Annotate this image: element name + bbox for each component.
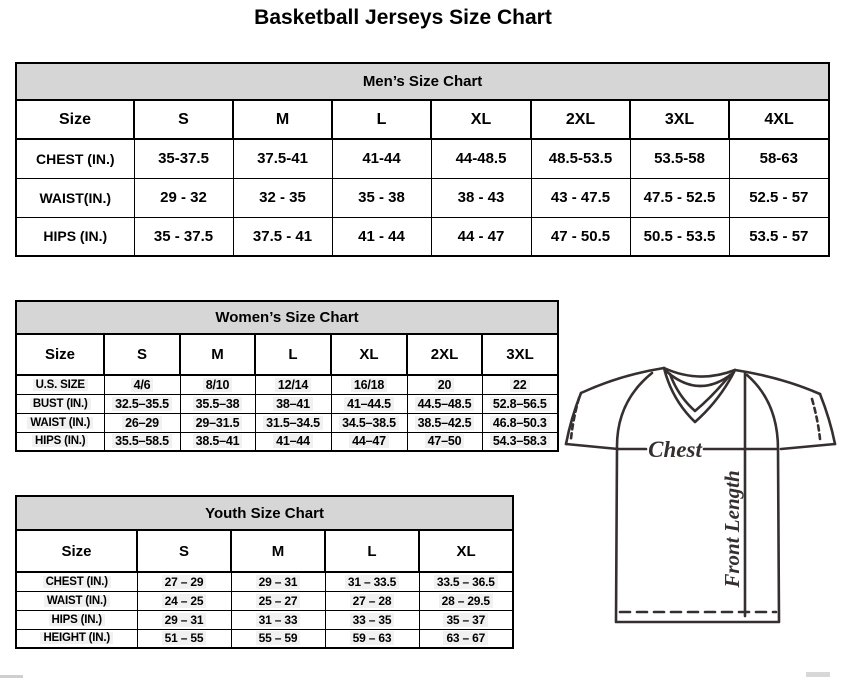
measurement-value-cell bbox=[180, 394, 255, 413]
cell-text: 55 – 59 bbox=[256, 631, 301, 645]
size-header-label: Size bbox=[16, 334, 104, 375]
page-title: Basketball Jerseys Size Chart bbox=[254, 6, 552, 29]
measurement-value-cell: 35 - 38 bbox=[332, 178, 431, 217]
measurement-value-cell bbox=[331, 375, 407, 394]
right-armhole-seam bbox=[747, 375, 778, 449]
size-column-header: 2XL bbox=[407, 334, 482, 375]
cell-text: 44–47 bbox=[349, 434, 389, 448]
mens-size-chart-table bbox=[15, 62, 830, 257]
measurement-value-cell bbox=[419, 629, 513, 648]
cell-text: 41–44 bbox=[273, 434, 313, 448]
cell-text: 47–50 bbox=[425, 434, 465, 448]
measurement-value-cell: 35-37.5 bbox=[134, 139, 233, 178]
youth-measurement-row bbox=[16, 591, 513, 610]
measurement-value-cell bbox=[104, 394, 180, 413]
measurement-value-cell: 44-48.5 bbox=[431, 139, 531, 178]
cell-text: 59 – 63 bbox=[350, 631, 395, 645]
measurement-value-cell bbox=[325, 572, 419, 591]
cell-text: 22 bbox=[510, 378, 530, 392]
measurement-value-cell bbox=[331, 413, 407, 432]
left-armhole-seam bbox=[617, 373, 652, 449]
cell-text: 38–41 bbox=[273, 397, 313, 411]
cell-text: 29–31.5 bbox=[193, 416, 243, 430]
measurement-value-cell bbox=[407, 375, 482, 394]
measurement-value-cell bbox=[180, 413, 255, 432]
scrollbar-artifact-right bbox=[806, 672, 830, 677]
measurement-value-cell bbox=[482, 432, 558, 451]
cell-text: HEIGHT (IN.) bbox=[40, 632, 113, 644]
size-column-header: L bbox=[255, 334, 331, 375]
cell-text: 25 – 27 bbox=[256, 594, 301, 608]
measurement-value-cell bbox=[180, 375, 255, 394]
women-size-header-row bbox=[16, 334, 558, 375]
cell-text: 63 – 67 bbox=[443, 631, 488, 645]
cell-text: 33.5 – 36.5 bbox=[434, 575, 498, 589]
size-column-header: M bbox=[180, 334, 255, 375]
scrollbar-artifact-left bbox=[0, 675, 23, 678]
right-shoulder-line bbox=[735, 370, 820, 394]
men-table-title: Men’s Size Chart bbox=[16, 63, 829, 100]
youth-measurement-row bbox=[16, 629, 513, 648]
measurement-value-cell bbox=[407, 432, 482, 451]
measurement-value-cell bbox=[325, 610, 419, 629]
measurement-value-cell bbox=[180, 432, 255, 451]
cell-text: 27 – 29 bbox=[162, 575, 207, 589]
cell-text: 12/14 bbox=[275, 378, 311, 392]
women-measurement-row bbox=[16, 375, 558, 394]
collar-back-curve-outer bbox=[664, 368, 735, 377]
cell-text: 38.5–42.5 bbox=[415, 416, 475, 430]
womens-size-chart-table bbox=[15, 300, 559, 452]
measurement-value-cell bbox=[419, 591, 513, 610]
measurement-value-cell: 48.5-53.5 bbox=[531, 139, 630, 178]
size-column-header: 3XL bbox=[630, 100, 729, 139]
cell-text: CHEST (IN.) bbox=[43, 576, 111, 588]
men-measurement-row bbox=[16, 139, 829, 178]
cell-text: WAIST (IN.) bbox=[27, 417, 93, 429]
women-table-title: Women’s Size Chart bbox=[16, 301, 558, 334]
chest-label: Chest bbox=[648, 437, 702, 462]
cell-text: 20 bbox=[435, 378, 455, 392]
youth-measurement-row bbox=[16, 610, 513, 629]
men-measurement-row bbox=[16, 217, 829, 256]
size-column-header: S bbox=[134, 100, 233, 139]
youth-size-chart-table bbox=[15, 495, 514, 649]
cell-text: 4/6 bbox=[131, 378, 154, 392]
size-header-label: Size bbox=[16, 100, 134, 139]
size-column-header: M bbox=[231, 530, 325, 572]
jersey-measurement-diagram bbox=[562, 362, 843, 674]
measurement-value-cell: 29 - 32 bbox=[134, 178, 233, 217]
cell-text: 38.5–41 bbox=[193, 434, 243, 448]
cell-text: 16/18 bbox=[351, 378, 387, 392]
women-table-title-row bbox=[16, 301, 558, 334]
cell-text: HIPS (IN.) bbox=[32, 435, 88, 447]
size-column-header: L bbox=[325, 530, 419, 572]
left-shoulder-line bbox=[581, 368, 664, 393]
cell-text: 52.8–56.5 bbox=[490, 397, 550, 411]
cell-text: 28 – 29.5 bbox=[439, 594, 493, 608]
size-column-header: XL bbox=[331, 334, 407, 375]
cell-text: 8/10 bbox=[203, 378, 233, 392]
size-column-header: XL bbox=[431, 100, 531, 139]
size-column-header: S bbox=[104, 334, 180, 375]
measurement-value-cell bbox=[255, 394, 331, 413]
measurement-value-cell bbox=[104, 432, 180, 451]
measurement-row-label bbox=[16, 394, 104, 413]
size-column-header: S bbox=[137, 530, 231, 572]
cell-text: 44.5–48.5 bbox=[415, 397, 475, 411]
youth-measurement-row bbox=[16, 572, 513, 591]
cell-text: 35.5–58.5 bbox=[112, 434, 172, 448]
measurement-value-cell bbox=[325, 591, 419, 610]
measurement-value-cell bbox=[331, 394, 407, 413]
cell-text: WAIST (IN.) bbox=[44, 595, 110, 607]
cell-text: 35.5–38 bbox=[193, 397, 243, 411]
women-measurement-row bbox=[16, 413, 558, 432]
measurement-value-cell bbox=[231, 629, 325, 648]
measurement-value-cell bbox=[231, 610, 325, 629]
cell-text: 35 – 37 bbox=[443, 613, 488, 627]
measurement-value-cell bbox=[325, 629, 419, 648]
measurement-value-cell: 41-44 bbox=[332, 139, 431, 178]
cell-text: 24 – 25 bbox=[162, 594, 207, 608]
size-header-label: Size bbox=[16, 530, 137, 572]
youth-table-title-row bbox=[16, 496, 513, 530]
cell-text: 27 – 28 bbox=[350, 594, 395, 608]
measurement-row-label bbox=[16, 413, 104, 432]
measurement-value-cell: 53.5 - 57 bbox=[729, 217, 829, 256]
body-outline bbox=[616, 449, 779, 622]
measurement-row-label bbox=[16, 432, 104, 451]
women-measurement-row bbox=[16, 394, 558, 413]
cell-text: 31 – 33 bbox=[256, 613, 301, 627]
measurement-row-label bbox=[16, 629, 137, 648]
measurement-value-cell: 41 - 44 bbox=[332, 217, 431, 256]
measurement-value-cell: 37.5 - 41 bbox=[233, 217, 332, 256]
measurement-value-cell bbox=[104, 375, 180, 394]
measurement-value-cell: 53.5-58 bbox=[630, 139, 729, 178]
measurement-value-cell bbox=[407, 413, 482, 432]
measurement-value-cell bbox=[407, 394, 482, 413]
measurement-row-label: WAIST(IN.) bbox=[16, 178, 134, 217]
size-column-header: 2XL bbox=[531, 100, 630, 139]
cell-text: BUST (IN.) bbox=[30, 398, 91, 410]
measurement-row-label: CHEST (IN.) bbox=[16, 139, 134, 178]
measurement-row-label bbox=[16, 572, 137, 591]
cell-text: HIPS (IN.) bbox=[49, 614, 105, 626]
cell-text: 51 – 55 bbox=[162, 631, 207, 645]
measurement-value-cell bbox=[137, 591, 231, 610]
cell-text: 54.3–58.3 bbox=[490, 434, 550, 448]
measurement-value-cell bbox=[419, 610, 513, 629]
measurement-value-cell bbox=[255, 432, 331, 451]
size-column-header: XL bbox=[419, 530, 513, 572]
measurement-value-cell bbox=[482, 375, 558, 394]
size-column-header: M bbox=[233, 100, 332, 139]
measurement-value-cell: 35 - 37.5 bbox=[134, 217, 233, 256]
measurement-value-cell bbox=[137, 610, 231, 629]
front-length-label: Front Length bbox=[720, 470, 744, 588]
measurement-value-cell: 58-63 bbox=[729, 139, 829, 178]
measurement-value-cell: 52.5 - 57 bbox=[729, 178, 829, 217]
measurement-row-label bbox=[16, 591, 137, 610]
cell-text: 33 – 35 bbox=[350, 613, 395, 627]
measurement-value-cell: 50.5 - 53.5 bbox=[630, 217, 729, 256]
size-column-header: 4XL bbox=[729, 100, 829, 139]
men-measurement-row bbox=[16, 178, 829, 217]
measurement-value-cell: 32 - 35 bbox=[233, 178, 332, 217]
measurement-row-label bbox=[16, 610, 137, 629]
measurement-value-cell: 47.5 - 52.5 bbox=[630, 178, 729, 217]
measurement-value-cell bbox=[482, 413, 558, 432]
measurement-value-cell bbox=[331, 432, 407, 451]
measurement-value-cell: 37.5-41 bbox=[233, 139, 332, 178]
cell-text: 31 – 33.5 bbox=[345, 575, 399, 589]
women-measurement-row bbox=[16, 432, 558, 451]
measurement-value-cell bbox=[482, 394, 558, 413]
measurement-value-cell bbox=[231, 591, 325, 610]
cell-text: 31.5–34.5 bbox=[263, 416, 323, 430]
measurement-value-cell bbox=[104, 413, 180, 432]
measurement-value-cell bbox=[419, 572, 513, 591]
cell-text: 46.8–50.3 bbox=[490, 416, 550, 430]
measurement-value-cell: 38 - 43 bbox=[431, 178, 531, 217]
cell-text: 34.5–38.5 bbox=[339, 416, 399, 430]
cell-text: 32.5–35.5 bbox=[112, 397, 172, 411]
measurement-value-cell: 43 - 47.5 bbox=[531, 178, 630, 217]
measurement-value-cell: 47 - 50.5 bbox=[531, 217, 630, 256]
cell-text: U.S. SIZE bbox=[33, 379, 88, 391]
measurement-value-cell bbox=[137, 629, 231, 648]
right-cuff-dashed-seam bbox=[812, 399, 820, 439]
right-sleeve-end-edge bbox=[781, 444, 835, 449]
youth-table-title: Youth Size Chart bbox=[16, 496, 513, 530]
measurement-value-cell: 44 - 47 bbox=[431, 217, 531, 256]
men-table-title-row bbox=[16, 63, 829, 100]
measurement-value-cell bbox=[137, 572, 231, 591]
cell-text: 41–44.5 bbox=[344, 397, 394, 411]
measurement-value-cell bbox=[255, 413, 331, 432]
cell-text: 29 – 31 bbox=[256, 575, 301, 589]
youth-size-header-row bbox=[16, 530, 513, 572]
cell-text: 29 – 31 bbox=[162, 613, 207, 627]
size-column-header: 3XL bbox=[482, 334, 558, 375]
cell-text: 26–29 bbox=[122, 416, 162, 430]
right-sleeve-outer-edge bbox=[820, 394, 835, 444]
measurement-row-label: HIPS (IN.) bbox=[16, 217, 134, 256]
measurement-value-cell bbox=[255, 375, 331, 394]
measurement-value-cell bbox=[231, 572, 325, 591]
men-size-header-row bbox=[16, 100, 829, 139]
left-sleeve-end-edge bbox=[566, 444, 618, 449]
size-column-header: L bbox=[332, 100, 431, 139]
measurement-row-label bbox=[16, 375, 104, 394]
